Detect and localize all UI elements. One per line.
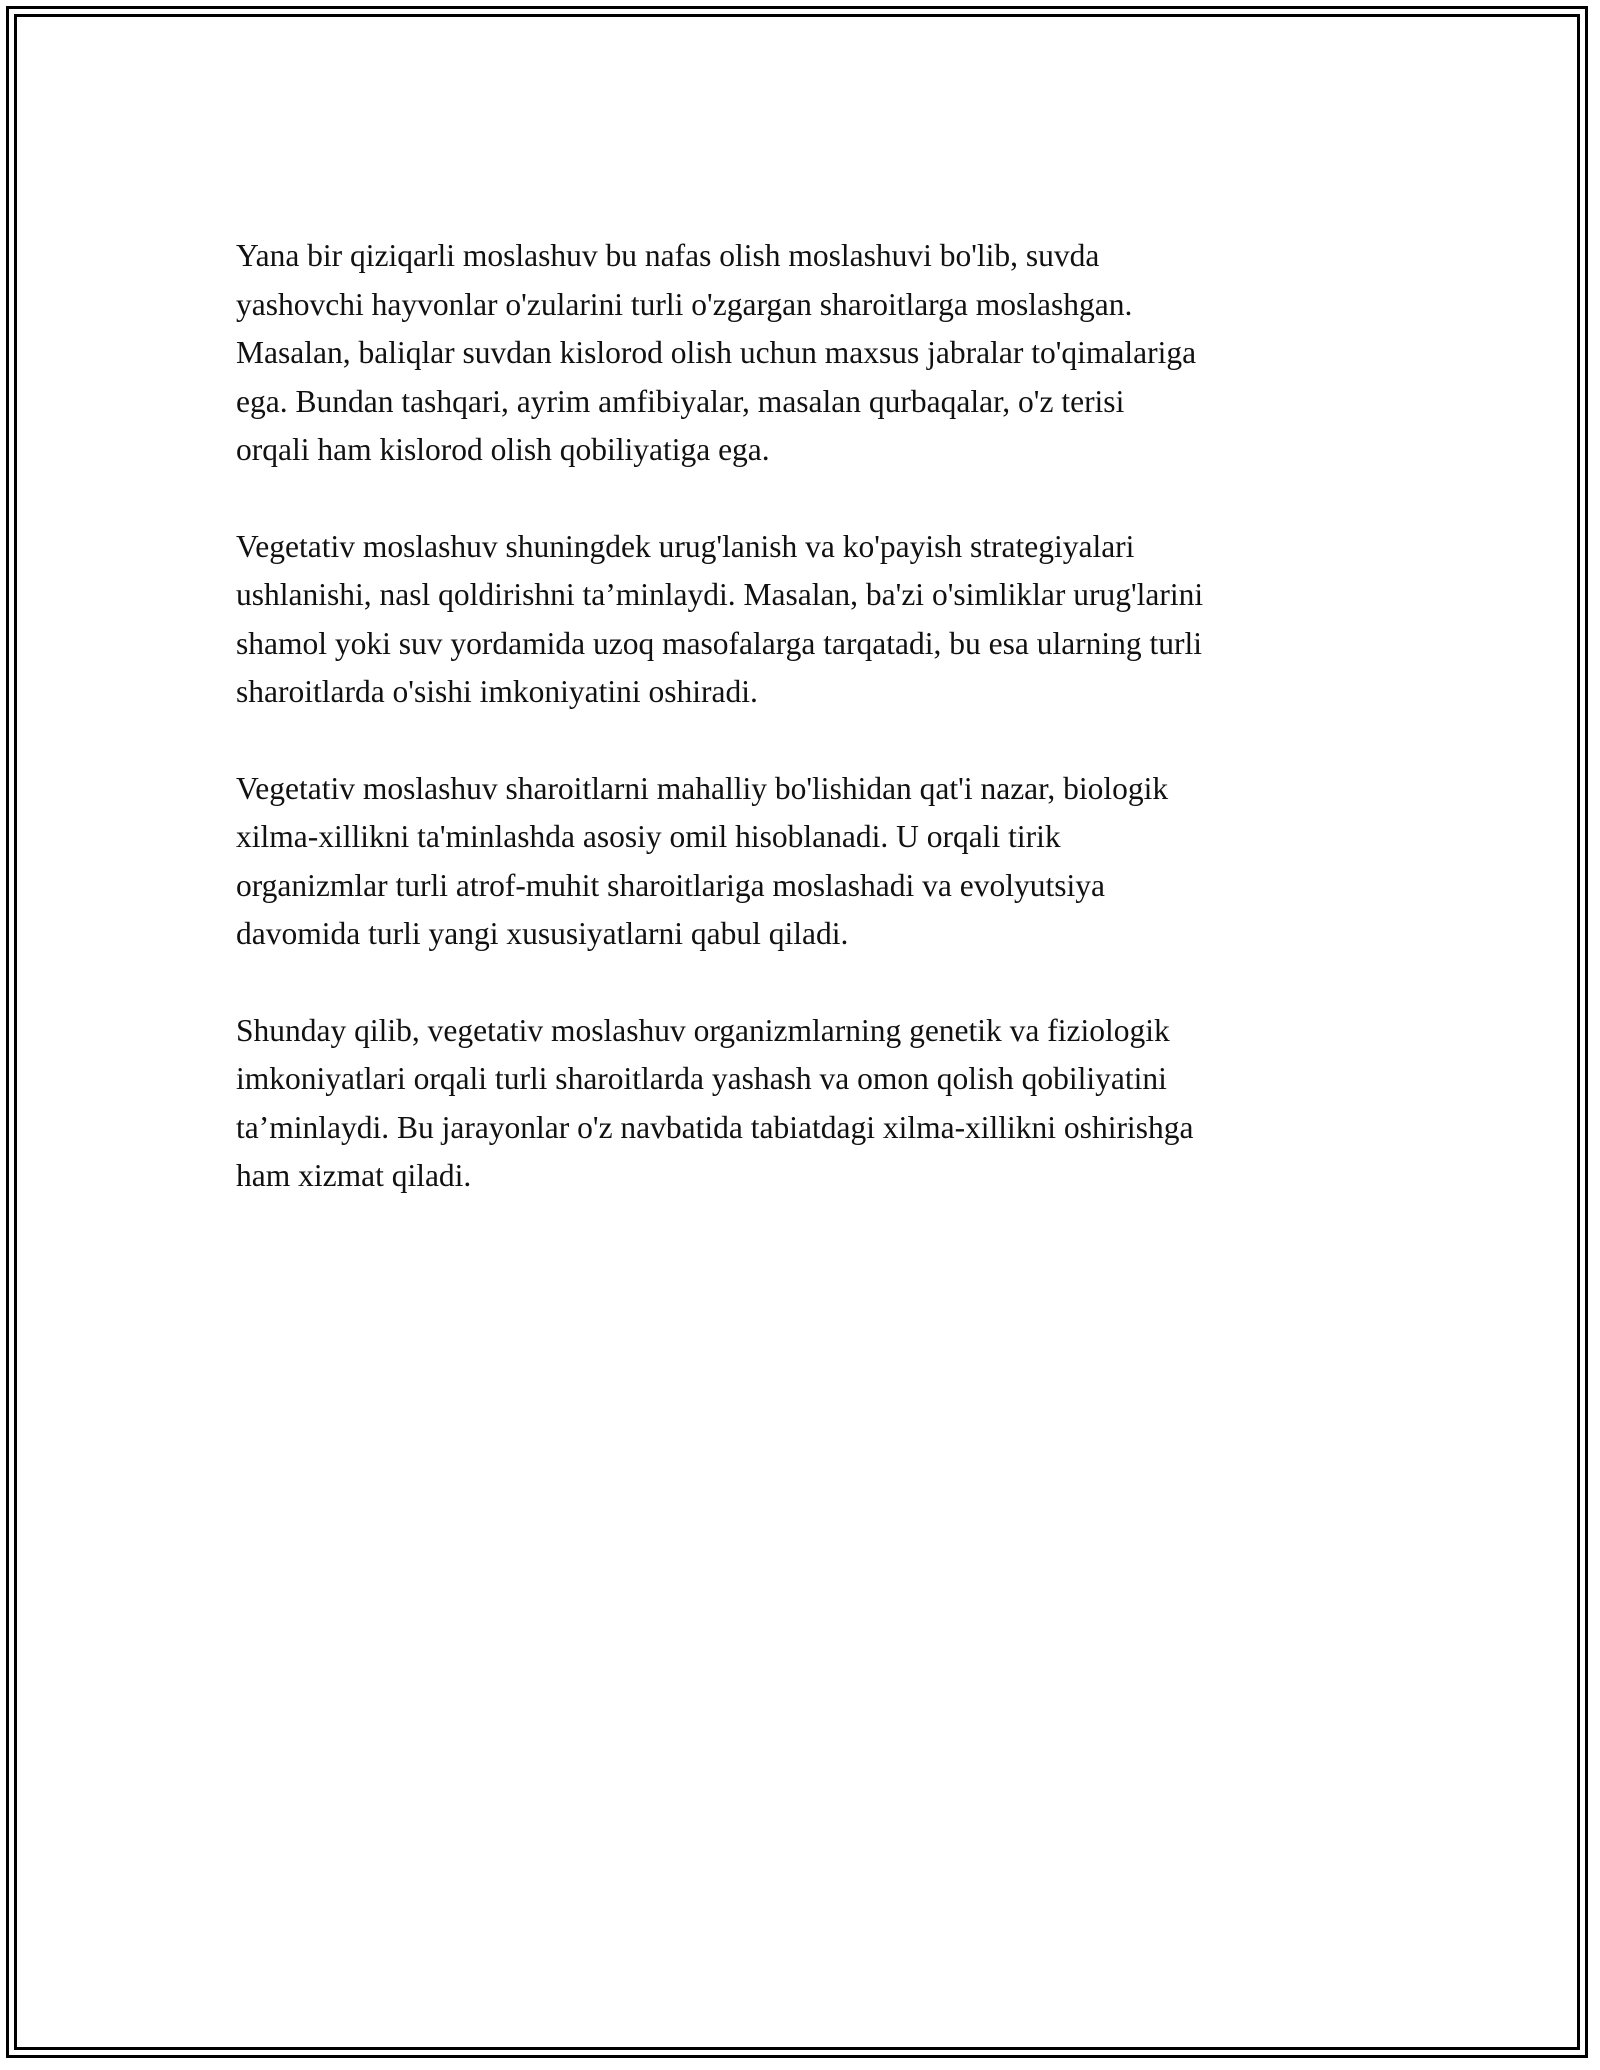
- text-line: ham xizmat qiladi.: [236, 1158, 472, 1193]
- text-line: orqali ham kislorod olish qobiliyatiga ega.: [236, 432, 770, 467]
- text-line: organizmlar turli atrof-muhit sharoitlariga moslashadi va evolyutsiya: [236, 867, 1105, 903]
- text-line: davomida turli yangi xususiyatlarni qabul qiladi.: [236, 916, 849, 951]
- text-line: ega. Bundan tashqari, ayrim amfibiyalar, masalan qurbaqalar, o'z terisi: [236, 383, 1125, 419]
- paragraph-1: [236, 232, 1366, 475]
- paragraph-3: [236, 765, 1366, 959]
- document-body: [236, 232, 1366, 1249]
- text-line: shamol yoki suv yordamida uzoq masofalarga tarqatadi, bu esa ularning turli: [236, 625, 1203, 661]
- text-line: Shunday qilib, vegetativ moslashuv organizmlarning genetik va fiziologik: [236, 1012, 1170, 1048]
- paragraph-2: [236, 523, 1366, 717]
- text-line: Vegetativ moslashuv shuningdek urug'lanish va ko'payish strategiyalari: [236, 528, 1135, 564]
- text-line: Yana bir qiziqarli moslashuv bu nafas olish moslashuvi bo'lib, suvda: [236, 238, 1100, 273]
- text-line: sharoitlarda o'sishi imkoniyatini oshiradi.: [236, 674, 758, 709]
- text-line: xilma-xillikni ta'minlashda asosiy omil hisoblanadi. U orqali tirik: [236, 819, 1061, 854]
- text-line: yashovchi hayvonlar o'zularini turli o'zgargan sharoitlarga moslashgan.: [236, 286, 1133, 322]
- paragraph-4: [236, 1007, 1366, 1201]
- text-line: Vegetativ moslashuv sharoitlarni mahalliy bo'lishidan qat'i nazar, biologik: [236, 770, 1169, 806]
- text-line: ta’minlaydi. Bu jarayonlar o'z navbatida tabiatdagi xilma-xillikni oshirishga: [236, 1109, 1194, 1145]
- text-line: imkoniyatlari orqali turli sharoitlarda yashash va omon qolish qobiliyatini: [236, 1061, 1167, 1096]
- text-line: Masalan, baliqlar suvdan kislorod olish uchun maxsus jabralar to'qimalariga: [236, 335, 1197, 370]
- text-line: ushlanishi, nasl qoldirishni ta’minlaydi. Masalan, ba'zi o'simliklar urug'larini: [236, 577, 1204, 612]
